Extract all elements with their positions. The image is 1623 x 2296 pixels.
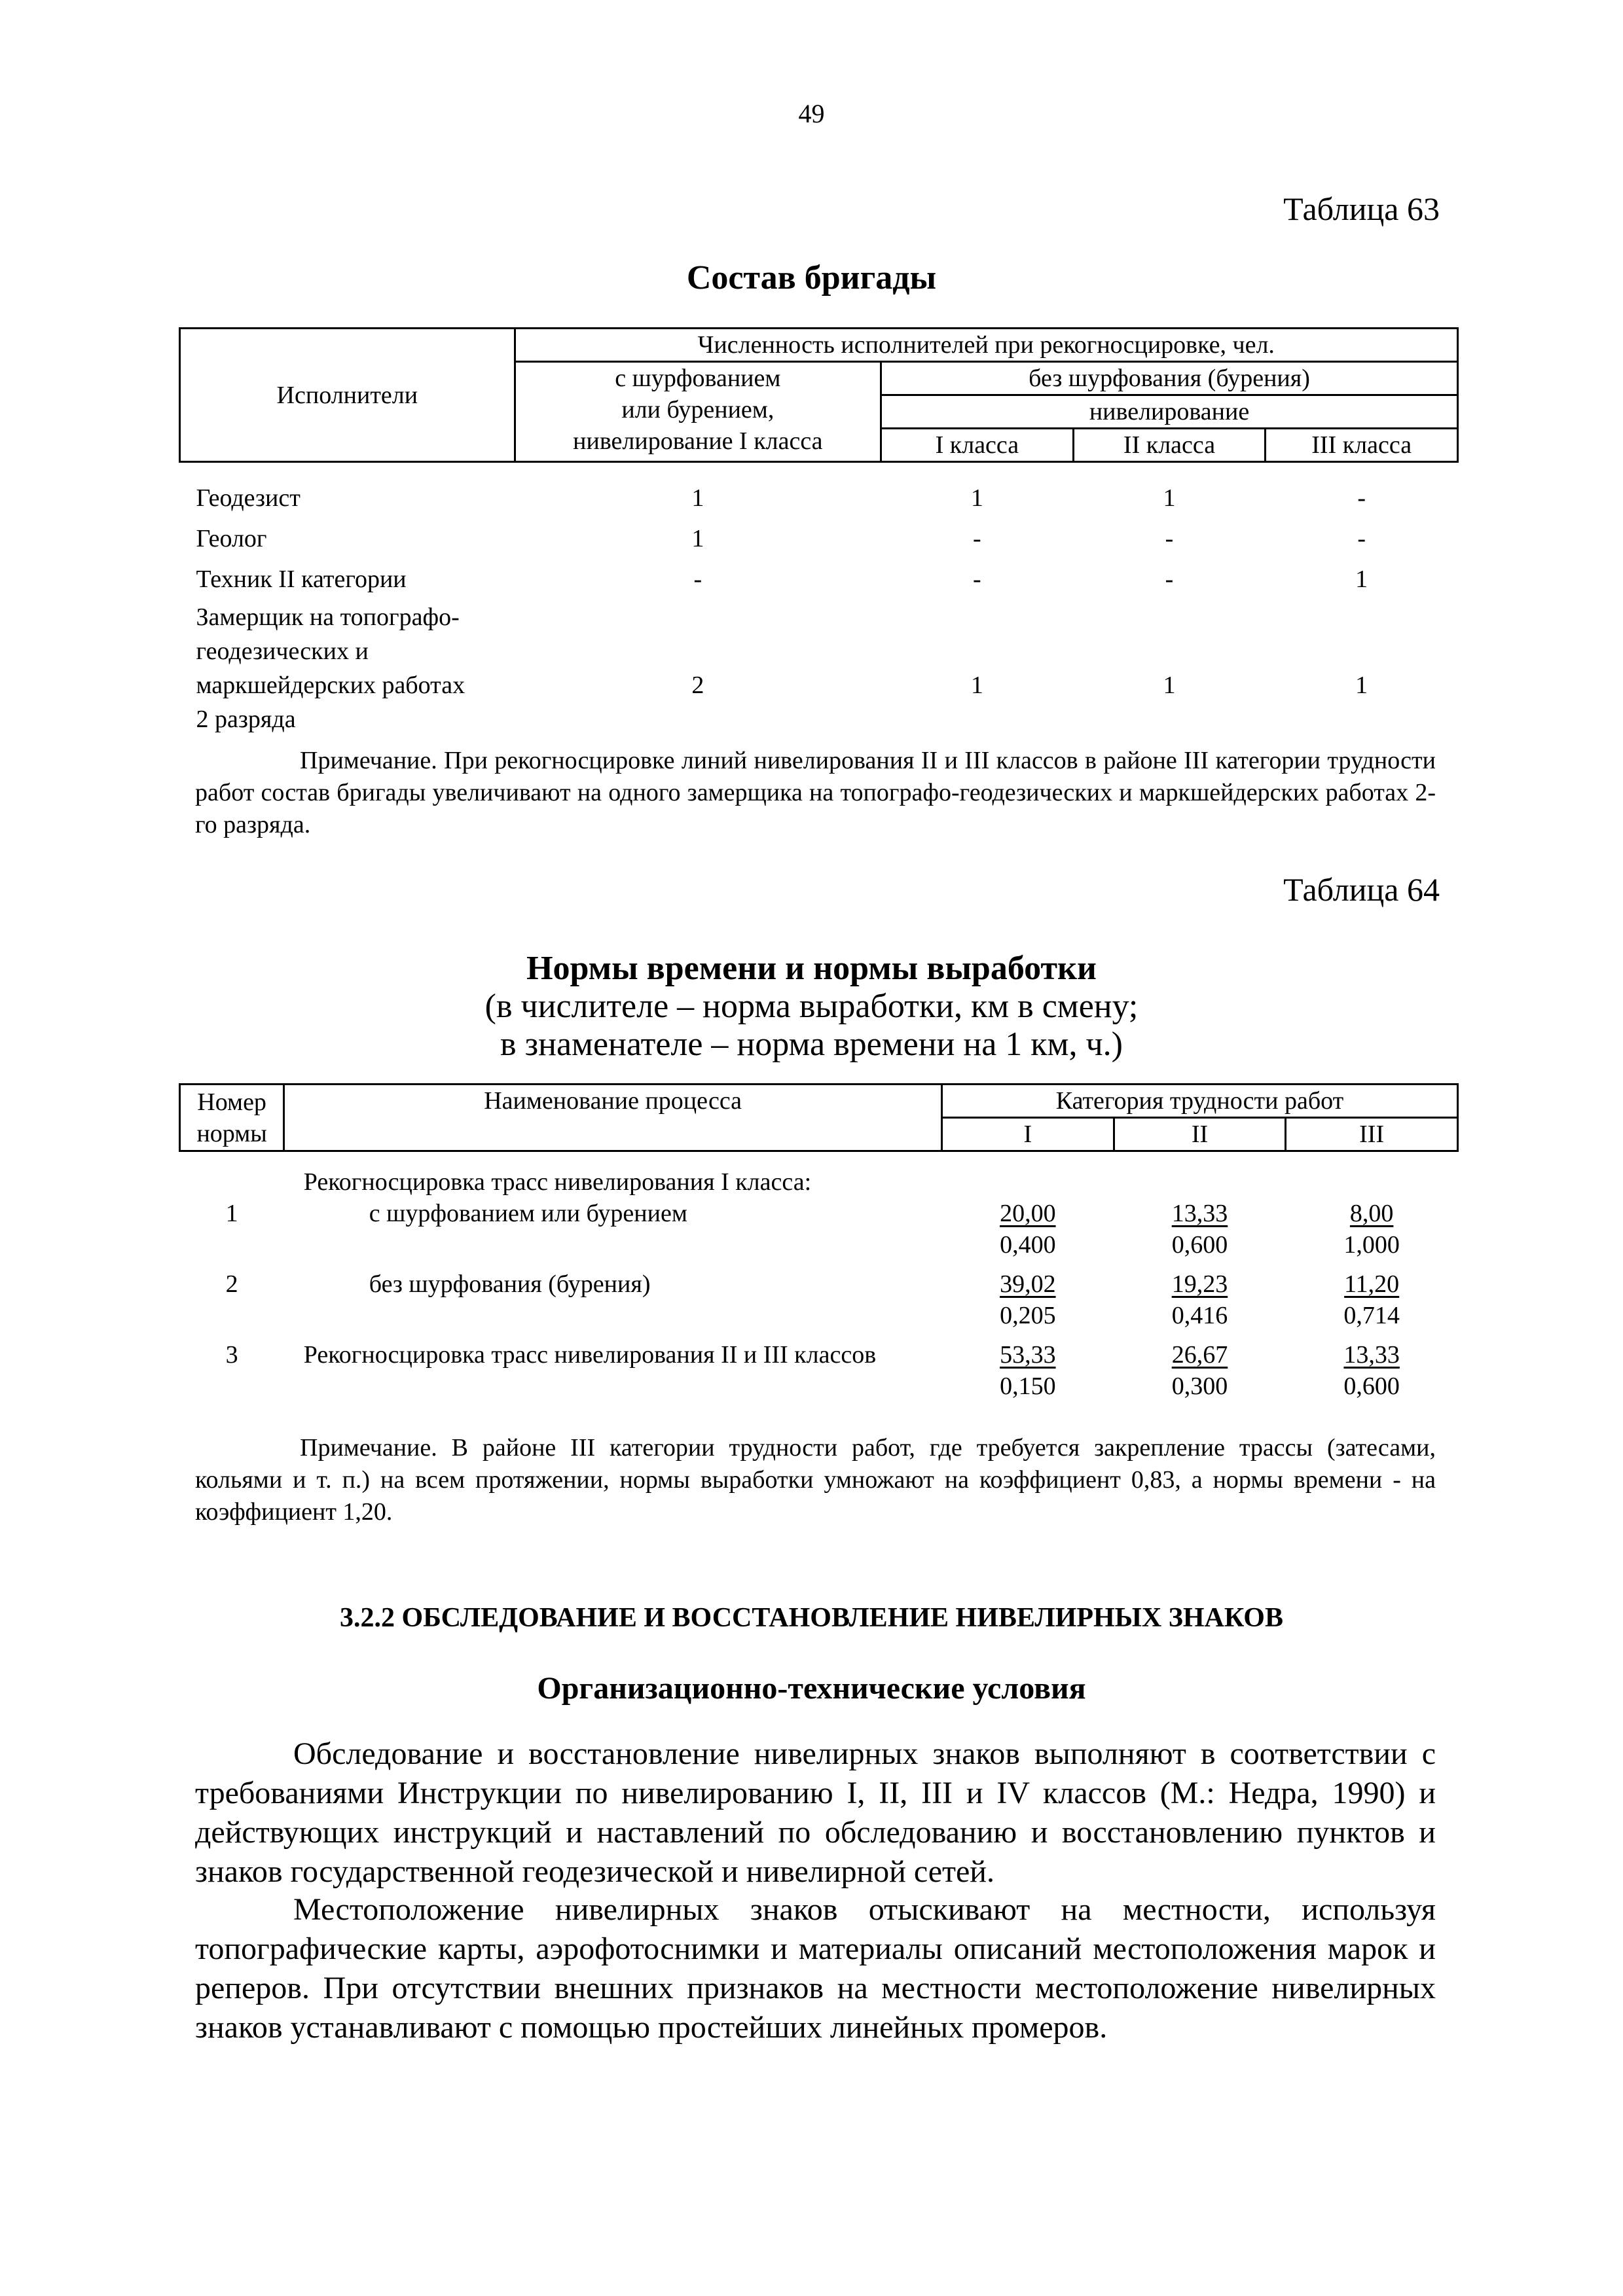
cell-class-2: 1	[1163, 484, 1176, 512]
paragraph-2: Местоположение нивелирных знаков отыскивают на местности, используя топографические карты, аэрофотоснимки и материалы описаний местоположения марок и реперов. При отсутствии внешних признаков на местности местоположение нивелирных знаков устанавливают с помощью простейших линейных промеров.	[195, 1892, 1436, 2045]
header-with-drilling-line3: нивелирование I класса	[573, 427, 823, 455]
cell-class-1: -	[973, 565, 981, 593]
header-class-2: II класса	[1073, 429, 1266, 462]
time-norm: 0,600	[1171, 1231, 1228, 1259]
page-number: 49	[798, 99, 825, 128]
row-number: 3	[225, 1341, 238, 1369]
output-norm: 39,02	[1000, 1270, 1056, 1298]
table-63-crew-composition	[179, 327, 1459, 736]
table-64-subtitle-line2: в знаменателе – норма времени на 1 км, ч.)	[500, 1026, 1123, 1063]
table-63-title: Состав бригады	[686, 259, 937, 296]
table-64-title: Нормы времени и нормы выработки	[526, 950, 1097, 987]
table-row	[180, 596, 1458, 736]
cell-category-1	[942, 1331, 1114, 1402]
header-category-3: III	[1286, 1118, 1458, 1151]
time-norm: 0,150	[1000, 1372, 1056, 1400]
row-number: 2	[225, 1270, 238, 1298]
time-norm: 0,600	[1343, 1372, 1400, 1400]
cell-category-2	[1114, 1198, 1286, 1261]
table-64-norms	[179, 1083, 1459, 1402]
header-category: Категория трудности работ	[942, 1085, 1458, 1118]
cell-category-1	[942, 1261, 1114, 1331]
output-norm: 26,67	[1171, 1341, 1228, 1369]
header-performers: Исполнители	[180, 329, 515, 462]
table-row	[180, 556, 1458, 596]
cell-class-3: -	[1357, 525, 1366, 552]
time-norm: 0,300	[1171, 1372, 1228, 1400]
table-row	[180, 462, 1458, 516]
header-without-drilling: без шурфования (бурения)	[881, 362, 1458, 395]
table-63-label: Таблица 63	[1283, 190, 1440, 227]
header-number	[180, 1085, 284, 1151]
row-name-line2: геодезических и	[196, 637, 369, 665]
row-name: Геолог	[196, 525, 267, 552]
header-with-drilling	[515, 362, 881, 462]
cell-category-3	[1286, 1331, 1458, 1402]
cell-category-1	[942, 1198, 1114, 1261]
output-norm: 8,00	[1349, 1200, 1394, 1227]
group-caption: Рекогносцировка трасс нивелирования I класса:	[303, 1168, 812, 1196]
header-leveling: нивелирование	[881, 395, 1458, 429]
header-group: Численность исполнителей при рекогносцировке, чел.	[515, 329, 1457, 362]
time-norm: 0,416	[1171, 1302, 1228, 1329]
section-heading: 3.2.2 ОБСЛЕДОВАНИЕ И ВОССТАНОВЛЕНИЕ НИВЕЛИРНЫХ ЗНАКОВ	[340, 1603, 1283, 1633]
row-name-line4: 2 разряда	[196, 706, 296, 733]
cell-class-2: 1	[1163, 672, 1176, 699]
cell-class-3: 1	[1355, 672, 1368, 699]
output-norm: 13,33	[1171, 1200, 1228, 1227]
time-norm: 1,000	[1343, 1231, 1400, 1259]
table-row	[180, 515, 1458, 556]
time-norm: 0,714	[1343, 1302, 1400, 1329]
header-process: Наименование процесса	[284, 1085, 942, 1151]
time-norm: 0,205	[1000, 1302, 1056, 1329]
header-category-1: I	[942, 1118, 1114, 1151]
cell-class-3: 1	[1355, 565, 1368, 593]
output-norm: 53,33	[1000, 1341, 1056, 1369]
header-class-3: III класса	[1266, 429, 1458, 462]
cell-class-3: -	[1357, 484, 1366, 512]
row-process: без шурфования (бурения)	[369, 1270, 651, 1298]
row-name-line1: Замерщик на топографо-	[196, 603, 460, 631]
output-norm: 13,33	[1343, 1341, 1400, 1369]
output-norm: 11,20	[1344, 1270, 1400, 1298]
row-process: с шурфованием или бурением	[369, 1200, 687, 1227]
header-number-line2: нормы	[196, 1119, 267, 1147]
row-name-line3: маркшейдерских работах	[196, 672, 465, 699]
cell-with-drilling: 1	[691, 484, 704, 512]
paragraph-1: Обследование и восстановление нивелирных знаков выполняют в соответствии с требованиями Инструкции по нивелированию I, II, III и IV классов (М.: Недра, 1990) и действующих инструкций и наставлений по обследованию и восстановлению пунктов и знаков государственной геодезической и нивелирной сетей.	[195, 1736, 1436, 1889]
output-norm: 19,23	[1171, 1270, 1228, 1298]
table-64-label: Таблица 64	[1283, 871, 1440, 908]
cell-class-1: -	[973, 525, 981, 552]
table-row	[180, 1331, 1458, 1402]
cell-category-3	[1286, 1261, 1458, 1331]
header-number-line1: Номер	[197, 1088, 266, 1116]
row-name	[180, 596, 515, 736]
row-name: Техник II категории	[196, 565, 407, 593]
cell-category-2	[1114, 1331, 1286, 1402]
header-with-drilling-line1: с шурфованием	[615, 365, 781, 392]
header-category-2: II	[1114, 1118, 1286, 1151]
header-class-1: I класса	[881, 429, 1074, 462]
cell-with-drilling: 1	[691, 525, 704, 552]
cell-class-2: -	[1165, 565, 1174, 593]
time-norm: 0,400	[1000, 1231, 1056, 1259]
table-group-caption-row	[180, 1151, 1458, 1198]
section-subheading: Организационно-технические условия	[537, 1671, 1086, 1706]
table-63-note: Примечание. При рекогносцировке линий нивелирования II и III классов в районе III категории трудности работ состав бригады увеличивают на одного замерщика на топографо-геодезических и маркшейдерских работах 2-го разряда.	[195, 747, 1436, 838]
cell-category-2	[1114, 1261, 1286, 1331]
table-64-note: Примечание. В районе III категории трудности работ, где требуется закрепление трассы (затесами, кольями и т. п.) на всем протяжении, нормы выработки умножают на коэффициент 0,83, а нормы времени - на коэффициент 1,20.	[195, 1434, 1436, 1526]
table-row	[180, 1261, 1458, 1331]
header-with-drilling-line2: или бурением,	[621, 396, 775, 423]
cell-class-1: 1	[970, 484, 983, 512]
table-64-subtitle-line1: (в числителе – норма выработки, км в смену;	[484, 988, 1139, 1025]
row-number: 1	[225, 1200, 238, 1227]
cell-category-3	[1286, 1198, 1458, 1261]
cell-class-1: 1	[970, 672, 983, 699]
cell-class-2: -	[1165, 525, 1174, 552]
table-row	[180, 1198, 1458, 1261]
cell-with-drilling: -	[693, 565, 702, 593]
output-norm: 20,00	[1000, 1200, 1056, 1227]
cell-with-drilling: 2	[691, 672, 704, 699]
row-name: Геодезист	[196, 484, 301, 512]
row-process: Рекогносцировка трасс нивелирования II и III классов	[303, 1341, 877, 1369]
